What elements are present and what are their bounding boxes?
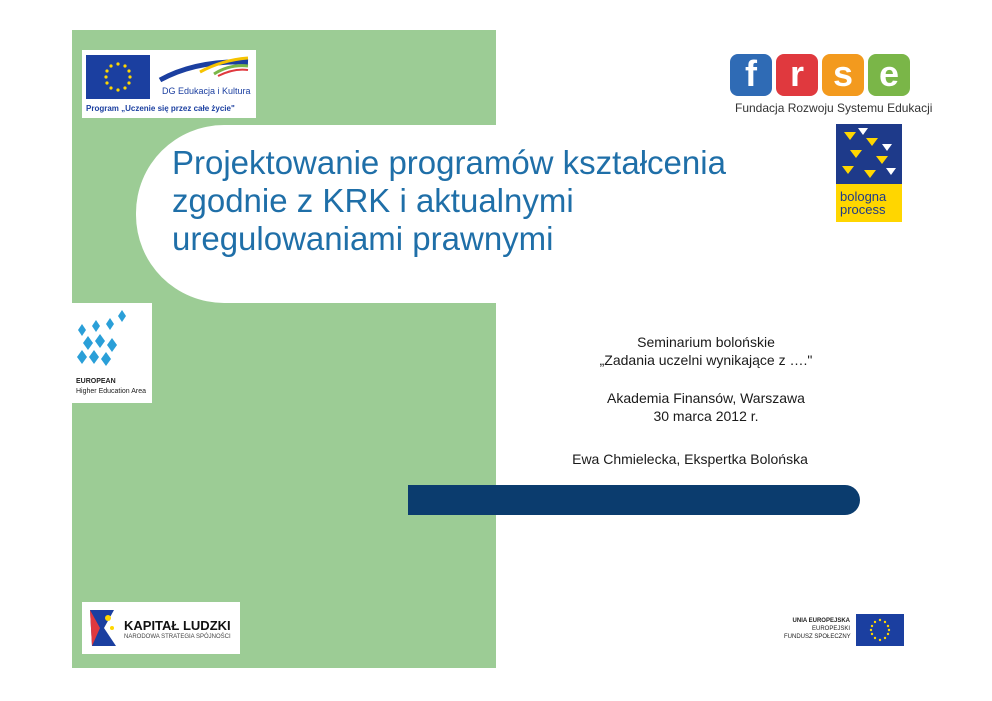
ue-flag-icon [856,614,904,646]
kapital-ludzki-emblem-icon [86,606,120,655]
venue-line-1: Akademia Finansów, Warszawa [607,390,805,406]
slide-title [172,144,812,258]
bologna-process-logo [836,124,902,222]
title-line-1: Projektowanie programów kształcenia [172,144,726,181]
kapital-ludzki-subtitle: NARODOWA STRATEGIA SPÓJNOŚCI [124,634,231,640]
author: Ewa Chmielecka, Ekspertka Bolońska [572,451,808,467]
title-line-2: zgodnie z KRK i aktualnymi [172,182,574,219]
ehea-label-line1: EUROPEAN [76,378,116,385]
kapital-ludzki-title: KAPITAŁ LUDZKI [124,618,231,633]
frse-subtitle: Fundacja Rozwoju Systemu Edukacji [735,101,933,115]
ue-line-1: UNIA EUROPEJSKA [792,618,850,624]
llp-program-text: Program „Uczenie się przez całe życie" [86,104,235,113]
bologna-arrows-icon [836,124,902,184]
llp-dg-text: DG Edukacja i Kultura [162,86,251,96]
bologna-line1: bologna [840,189,887,204]
ue-line-3: FUNDUSZ SPOŁECZNY [784,634,851,640]
frse-letter-f: f [730,54,772,96]
frse-letter-e: e [868,54,910,96]
frse-letter-r: r [776,54,818,96]
ehea-label-line2: Higher Education Area [76,388,147,395]
seminar-line-1: Seminarium bolońskie [637,334,775,350]
bologna-label [840,190,886,216]
accent-bar [408,485,860,515]
ue-line-2: EUROPEJSKI [811,626,850,632]
title-line-3: uregulowaniami prawnymi [172,220,554,257]
bologna-line2: process [840,202,886,217]
venue-line-2: 30 marca 2012 r. [653,408,759,424]
ehea-stars-icon [76,308,136,379]
eu-flag-icon [86,55,150,99]
frse-letter-s: s [822,54,864,96]
seminar-line-2: „Zadania uczelni wynikające z …." [599,352,813,368]
